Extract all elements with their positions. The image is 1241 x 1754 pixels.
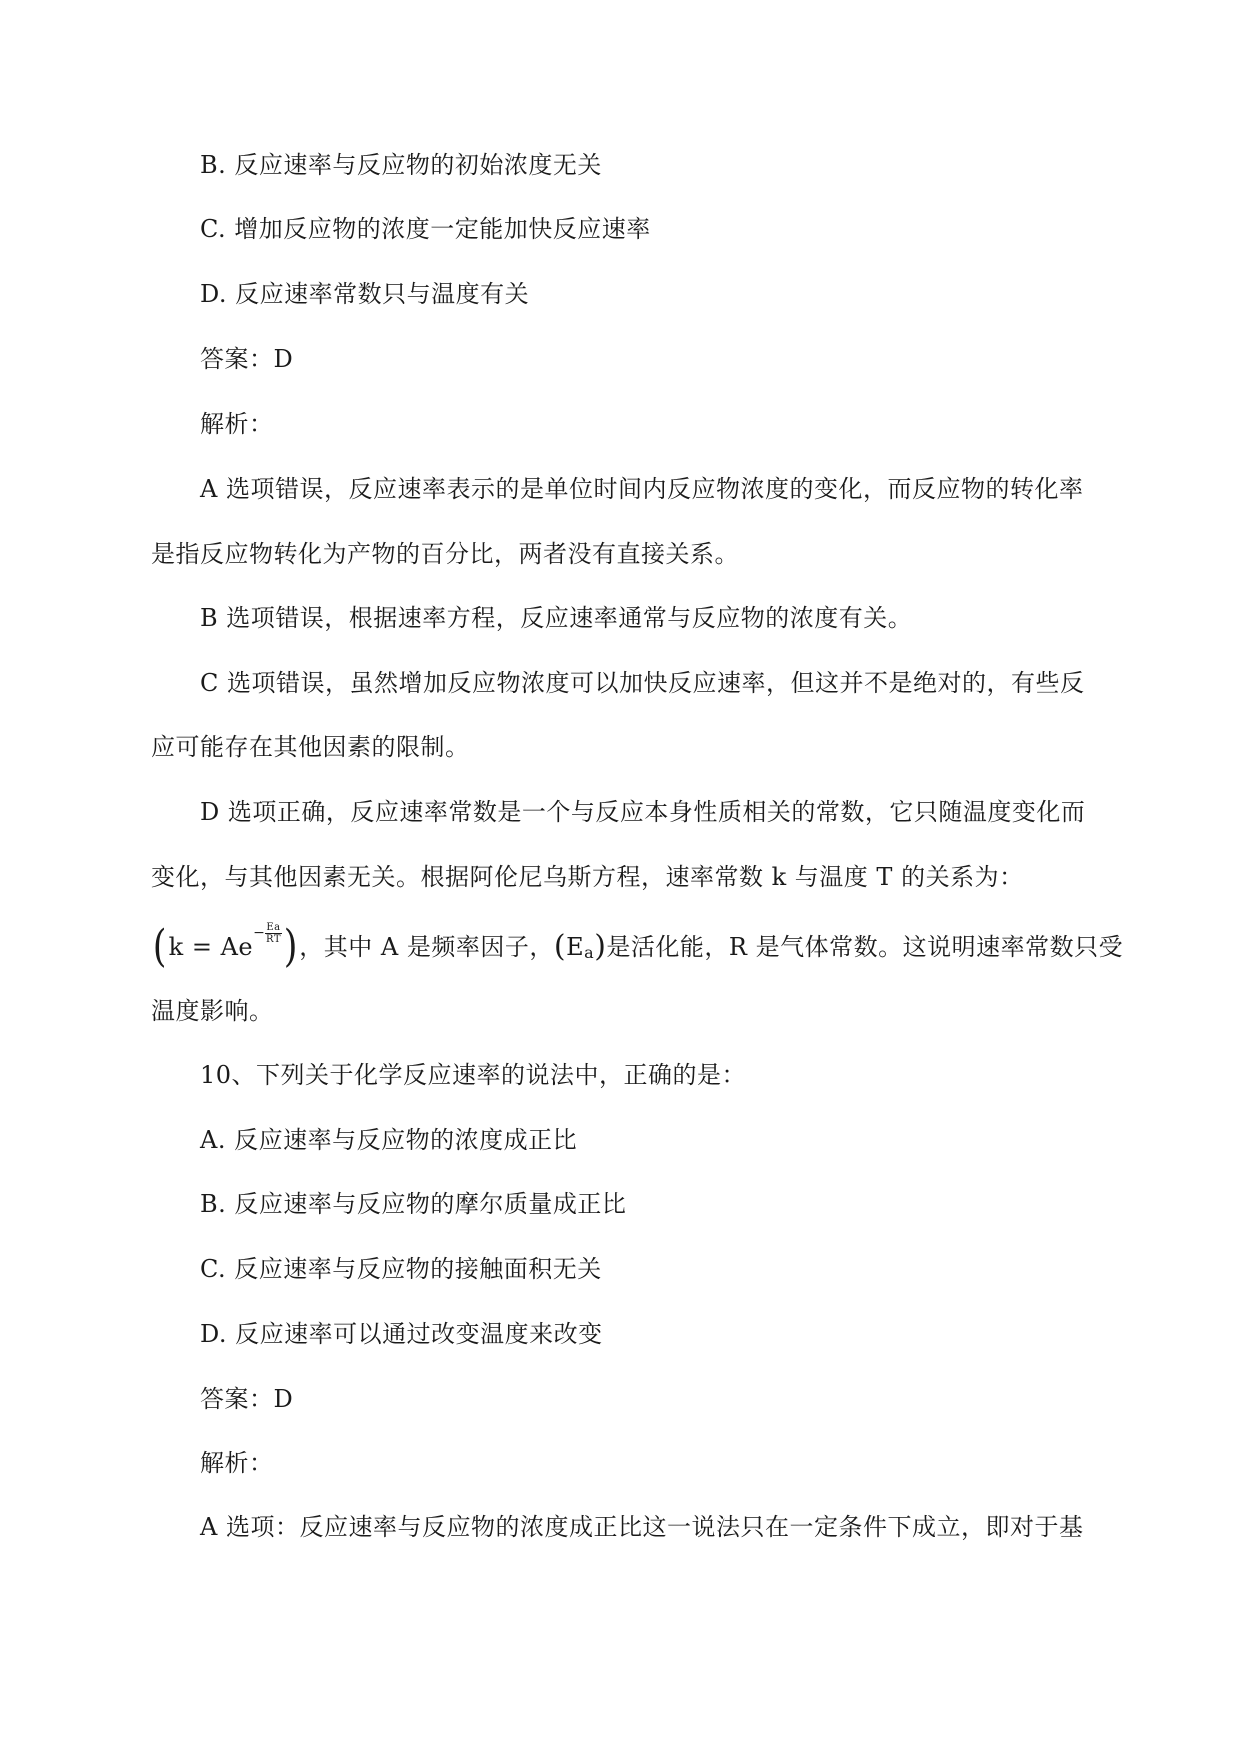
q10-option-b: B. 反应速率与反应物的摩尔质量成正比 (200, 1190, 627, 1218)
ea-subscript: a (584, 943, 595, 962)
exponent-numerator: Ea (266, 921, 281, 933)
formula-exponent (253, 908, 282, 958)
exponent-denominator: RT (265, 933, 281, 945)
formula-close-paren: ) (283, 921, 298, 972)
q10-analysis-a-line: A 选项：反应速率与反应物的浓度成正比这一说法只在一定条件下成立，即对于基 (200, 1513, 1084, 1541)
analysis-d-line-4: 温度影响。 (151, 997, 274, 1025)
formula-open-paren: ( (152, 921, 167, 972)
analysis-d-line-2: 变化，与其他因素无关。根据阿伦尼乌斯方程，速率常数 k 与温度 T 的关系为： (151, 863, 1024, 891)
analysis-c-line-2: 应可能存在其他因素的限制。 (151, 733, 470, 761)
analysis-c-line-1: C 选项错误，虽然增加反应物浓度可以加快反应速率，但这并不是绝对的，有些反 (200, 669, 1085, 697)
answer-line: 答案：D (200, 345, 294, 373)
q10-analysis-label: 解析： (200, 1449, 274, 1477)
option-b-line: B. 反应速率与反应物的初始浓度无关 (200, 151, 602, 179)
ea-symbol: E (566, 933, 585, 961)
q10-answer-line: 答案：D (200, 1385, 294, 1413)
q10-option-a: A. 反应速率与反应物的浓度成正比 (200, 1126, 578, 1154)
analysis-label: 解析： (200, 410, 274, 438)
analysis-a-line-2: 是指反应物转化为产物的百分比，两者没有直接关系。 (151, 540, 739, 568)
exponent-fraction (265, 922, 281, 945)
exponent-minus: − (253, 925, 266, 941)
analysis-a-line-1: A 选项错误，反应速率表示的是单位时间内反应物浓度的变化，而反应物的转化率 (200, 475, 1084, 503)
option-d-line: D. 反应速率常数只与温度有关 (200, 280, 530, 308)
formula-text-after: ，其中 A 是频率因子， (299, 933, 554, 961)
analysis-b-line: B 选项错误，根据速率方程，反应速率通常与反应物的浓度有关。 (200, 604, 913, 632)
formula-text-end: 是活化能，R 是气体常数。这说明速率常数只受 (606, 933, 1124, 961)
question-10-title: 10、下列关于化学反应速率的说法中，正确的是： (200, 1061, 747, 1089)
ea-open-paren: ( (553, 929, 567, 964)
q10-option-c: C. 反应速率与反应物的接触面积无关 (200, 1255, 602, 1283)
analysis-d-line-1: D 选项正确，反应速率常数是一个与反应本身性质相关的常数，它只随温度变化而 (200, 798, 1086, 826)
arrhenius-formula-line (151, 922, 1123, 972)
q10-option-d: D. 反应速率可以通过改变温度来改变 (200, 1320, 603, 1348)
formula-lhs: k = Ae (168, 933, 254, 961)
ea-close-paren: ) (594, 929, 607, 964)
option-c-line: C. 增加反应物的浓度一定能加快反应速率 (200, 215, 651, 243)
